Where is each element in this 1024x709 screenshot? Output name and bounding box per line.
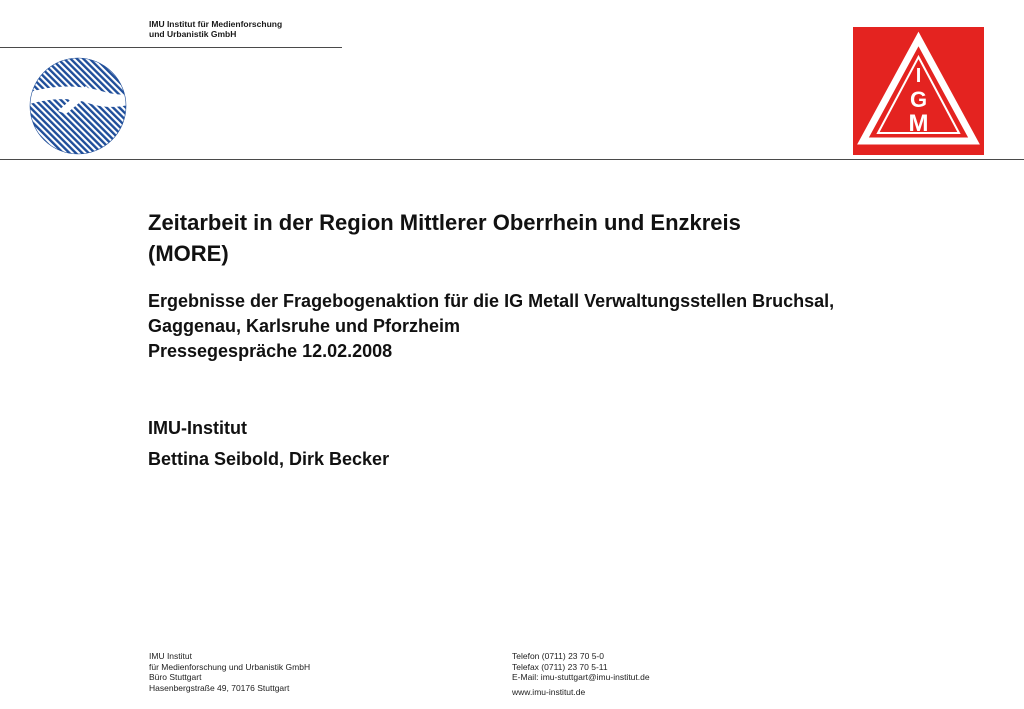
footer-address-line3: Büro Stuttgart: [149, 672, 202, 682]
footer-phone: Telefon (0711) 23 70 5-0: [512, 651, 604, 661]
header-rule-short: [0, 47, 342, 48]
imu-logo-icon: [28, 56, 128, 156]
page-title-line1: Zeitarbeit in der Region Mittlerer Oberrhein und Enzkreis: [148, 210, 741, 235]
footer-website[interactable]: www.imu-institut.de: [512, 686, 586, 697]
igm-letter-g: G: [909, 87, 928, 112]
authors: [148, 413, 988, 475]
page-title: [148, 207, 988, 269]
footer-email[interactable]: E-Mail: imu-stuttgart@imu-institut.de: [512, 672, 650, 682]
author-names: Bettina Seibold, Dirk Becker: [148, 449, 390, 469]
author-institute: IMU-Institut: [148, 418, 247, 438]
ig-metall-logo-icon: [853, 27, 984, 155]
institute-header-line1: IMU Institut für Medienforschung: [149, 19, 283, 29]
igm-letter-m: M: [908, 110, 929, 137]
subtitle-line3: Pressegespräche 12.02.2008: [148, 341, 393, 361]
footer-fax: Telefax (0711) 23 70 5-11: [512, 661, 608, 672]
main-content: [148, 207, 988, 475]
institute-header: [149, 19, 282, 39]
footer-address-line4: Hasenbergstraße 49, 70176 Stuttgart: [149, 682, 290, 693]
footer-address-line2: für Medienforschung und Urbanistik GmbH: [149, 661, 311, 672]
header-rule-long: [0, 159, 1024, 160]
footer-address: [149, 651, 310, 693]
imu-logo: [28, 56, 128, 156]
ig-metall-logo: [853, 27, 984, 155]
subtitle-line2: Gaggenau, Karlsruhe und Pforzheim: [148, 316, 461, 336]
footer-address-line1: IMU Institut: [149, 651, 192, 661]
subtitle-line1: Ergebnisse der Fragebogenaktion für die IG Metall Verwaltungsstellen Bruchsal,: [148, 291, 835, 311]
page-title-line2: (MORE): [148, 241, 229, 266]
subtitle: [148, 289, 988, 364]
igm-letter-i: I: [915, 65, 922, 87]
institute-header-line2: und Urbanistik GmbH: [149, 29, 237, 39]
footer-contact: [512, 651, 650, 697]
